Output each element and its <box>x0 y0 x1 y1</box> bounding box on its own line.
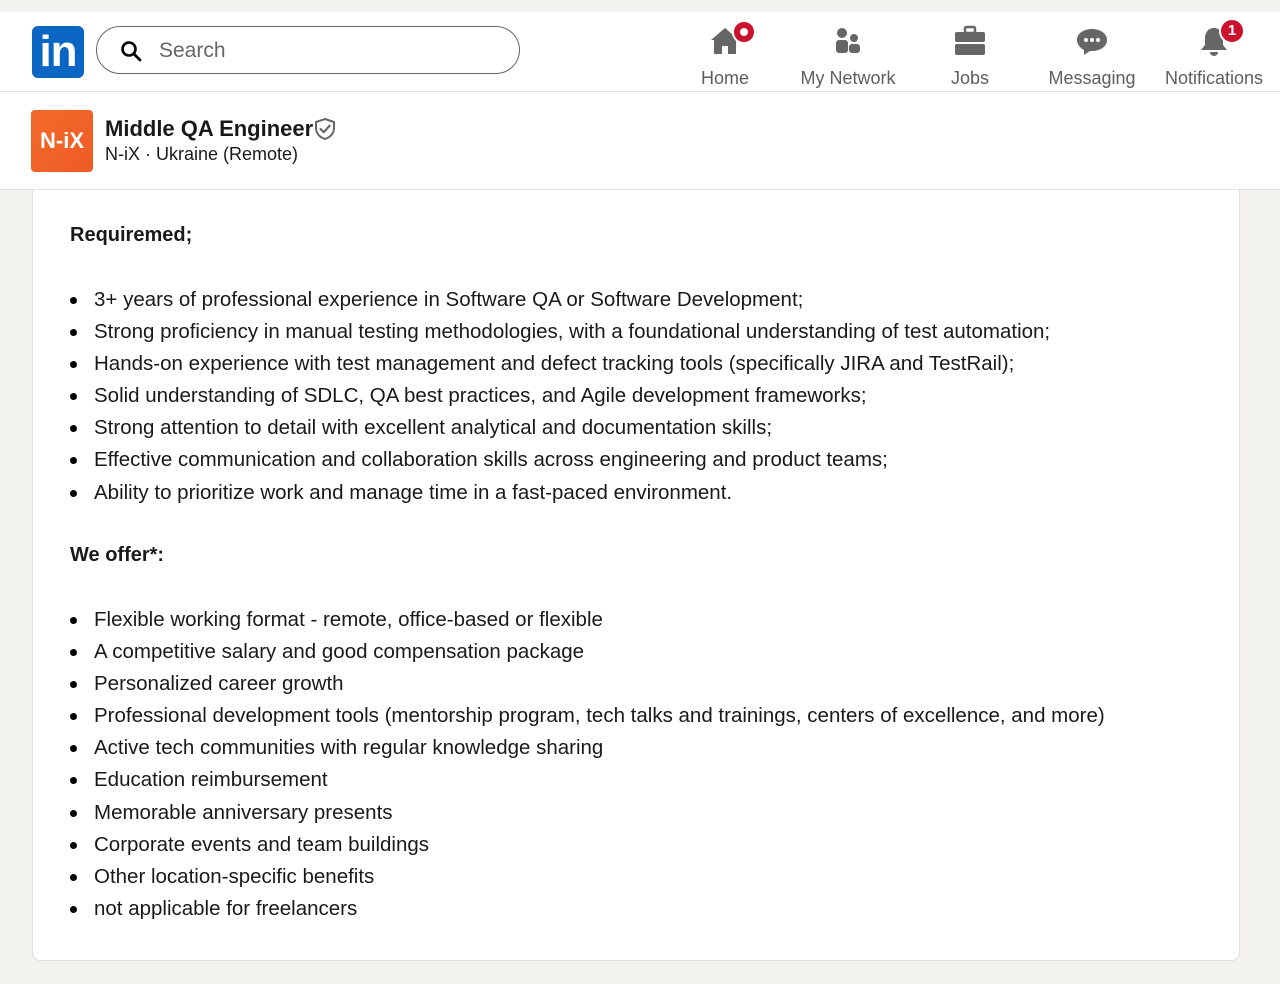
nav-home[interactable] <box>690 20 760 90</box>
list-item: Corporate events and team buildings <box>70 829 1105 861</box>
nav-messaging[interactable] <box>1042 20 1142 90</box>
offer-list <box>70 604 1105 925</box>
list-item: Memorable anniversary presents <box>70 797 1105 829</box>
notification-count-badge: 1 <box>1219 18 1245 44</box>
nav-my-network[interactable] <box>790 20 906 90</box>
top-strip <box>0 0 1280 12</box>
job-description-card <box>32 190 1240 961</box>
list-item: A competitive salary and good compensation package <box>70 636 1105 668</box>
nav-notifications-label: Notifications <box>1164 68 1264 88</box>
offer-heading: We offer*: <box>70 544 165 566</box>
required-list <box>70 284 1050 509</box>
list-item: not applicable for freelancers <box>70 893 1105 925</box>
top-navbar <box>0 12 1280 92</box>
list-item: Effective communication and collaboration skills across engineering and product teams; <box>70 444 1050 476</box>
briefcase-icon <box>953 24 987 58</box>
linkedin-logo[interactable]: in <box>32 26 84 78</box>
messaging-icon <box>1075 24 1109 58</box>
company-logo[interactable]: N-iX <box>31 110 93 172</box>
home-notification-dot <box>732 20 756 44</box>
nav-jobs[interactable] <box>935 20 1005 90</box>
list-item: Strong attention to detail with excellent analytical and documentation skills; <box>70 412 1050 444</box>
list-item: Personalized career growth <box>70 668 1105 700</box>
nav-my-network-label: My Network <box>800 68 896 88</box>
search-icon <box>119 39 143 63</box>
nav-notifications[interactable] <box>1156 20 1272 90</box>
nav-messaging-label: Messaging <box>1048 68 1136 88</box>
list-item: Active tech communities with regular knowledge sharing <box>70 732 1105 764</box>
nav-jobs-label: Jobs <box>950 68 990 88</box>
search-box[interactable] <box>96 26 520 74</box>
job-subtitle: N-iX · Ukraine (Remote) <box>105 144 299 164</box>
list-item: 3+ years of professional experience in Software QA or Software Development; <box>70 284 1050 316</box>
job-title[interactable]: Middle QA Engineer <box>105 116 314 141</box>
network-icon <box>831 24 865 58</box>
list-item: Ability to prioritize work and manage time in a fast-paced environment. <box>70 477 1050 509</box>
search-input[interactable] <box>157 35 501 67</box>
nav-home-label: Home <box>700 68 749 88</box>
job-header <box>0 92 1280 190</box>
verified-shield-icon <box>313 117 337 141</box>
list-item: Strong proficiency in manual testing methodologies, with a foundational understanding of test automation; <box>70 316 1050 348</box>
list-item: Flexible working format - remote, office-based or flexible <box>70 604 1105 636</box>
list-item: Other location-specific benefits <box>70 861 1105 893</box>
list-item: Professional development tools (mentorship program, tech talks and trainings, centers of excellence, and more) <box>70 700 1105 732</box>
list-item: Education reimbursement <box>70 764 1105 796</box>
required-heading: Requiremed; <box>70 224 193 246</box>
list-item: Solid understanding of SDLC, QA best practices, and Agile development frameworks; <box>70 380 1050 412</box>
list-item: Hands-on experience with test management and defect tracking tools (specifically JIRA and TestRail); <box>70 348 1050 380</box>
